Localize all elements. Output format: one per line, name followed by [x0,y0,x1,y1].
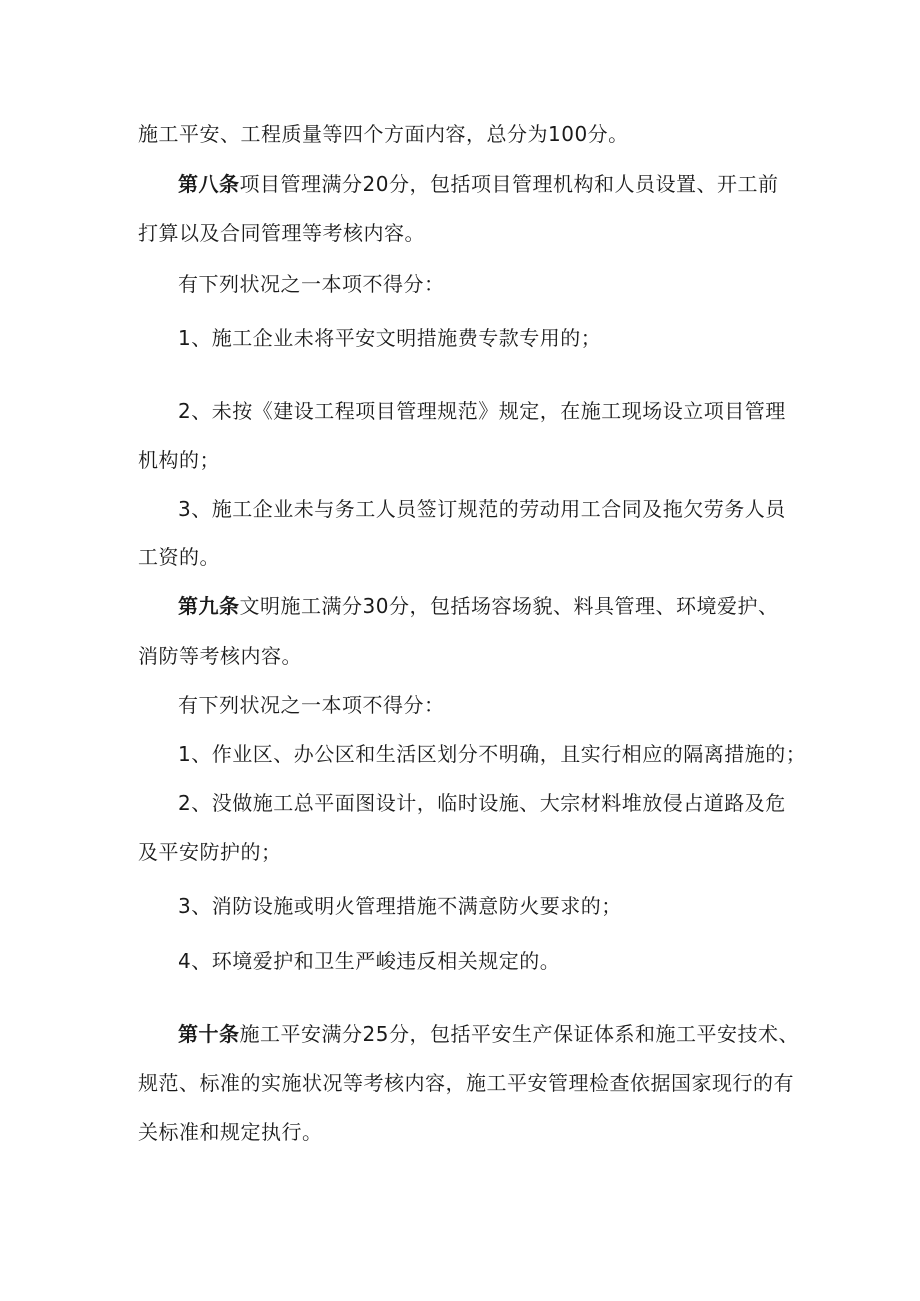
line-text: 工资的。 [138,545,220,569]
line-text: 消防等考核内容。 [138,644,302,668]
line-text: 及平安防护的； [138,840,282,864]
line-text: 关标准和规定执行。 [138,1120,323,1144]
article-label: 第八条 [178,172,240,196]
line-text: 施工平安、工程质量等四个方面内容，总分为100分。 [138,122,629,146]
list-item [178,947,560,975]
line-text: 1、作业区、办公区和生活区划分不明确，且实行相应的隔离措施的； [178,742,807,766]
paragraph-line [178,270,445,298]
line-text: 项目管理满分20分，包括项目管理机构和人员设置、开工前 [239,172,779,196]
paragraph-line [138,120,629,148]
paragraph-line [138,219,425,247]
line-text: 2、没做施工总平面图设计，临时设施、大宗材料堆放侵占道路及危 [178,791,786,815]
article-label: 第九条 [178,594,240,618]
article-10-line [178,1020,799,1048]
line-text: 规范、标准的实施状况等考核内容，施工平安管理检查依据国家现行的有 [138,1071,794,1095]
article-label: 第十条 [178,1022,240,1046]
list-item [178,892,622,920]
line-text: 4、环境爱护和卫生严峻违反相关规定的。 [178,949,561,973]
paragraph-line [138,1069,794,1097]
paragraph-line [138,543,220,571]
list-item [178,495,786,523]
line-text: 1、施工企业未将平安文明措施费专款专用的； [178,326,602,350]
line-text: 机构的； [138,448,220,472]
line-text: 2、未按《建设工程项目管理规范》规定，在施工现场设立项目管理 [178,399,786,423]
paragraph-line [138,446,220,474]
list-item [178,397,786,425]
list-item [178,740,806,768]
line-text: 3、施工企业未与务工人员签订规范的劳动用工合同及拖欠劳务人员 [178,497,786,521]
list-item [178,789,786,817]
article-9-line [178,592,778,620]
paragraph-line [138,838,282,866]
paragraph-line [138,1118,323,1146]
line-text: 有下列状况之一本项不得分： [178,693,445,717]
line-text: 有下列状况之一本项不得分： [178,272,445,296]
paragraph-line [138,642,302,670]
list-item [178,324,601,352]
article-8-line [178,170,778,198]
line-text: 施工平安满分25分，包括平安生产保证体系和施工平安技术、 [239,1022,799,1046]
paragraph-line [178,691,445,719]
line-text: 文明施工满分30分，包括场容场貌、料具管理、环境爱护、 [239,594,779,618]
line-text: 打算以及合同管理等考核内容。 [138,221,425,245]
line-text: 3、消防设施或明火管理措施不满意防火要求的； [178,894,622,918]
